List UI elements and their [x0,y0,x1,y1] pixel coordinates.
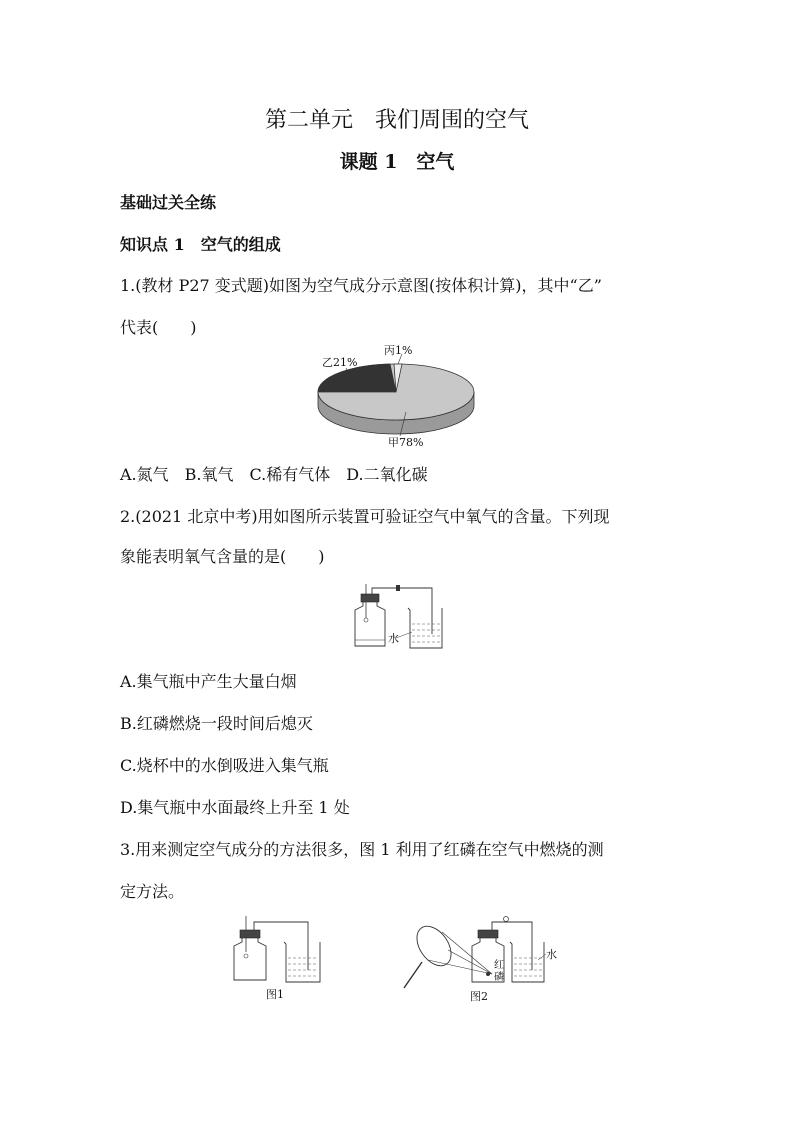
q3-stem-line1: 3.用来测定空气成分的方法很多，图 1 利用了红磷在空气中燃烧的测 [120,840,604,859]
apparatus-figure-q2 [350,580,445,652]
apparatus-figure-1 [230,912,325,1004]
fig2-phos-label: 磷 [494,972,504,983]
q1-stem-line2: 代表( ) [120,318,197,337]
apparatus-figure-2 [398,910,568,1006]
pie-label-jia: 甲78% [388,436,424,449]
section-heading-knowledge-point: 知识点 1 空气的组成 [120,235,281,254]
lesson-title: 课题 1 空气 [339,151,455,173]
unit-title: 第二单元 我们周围的空气 [264,108,529,133]
q1-options: A.氮气 B.氧气 C.稀有气体 D.二氧化碳 [120,465,428,484]
q2-option-a: A.集气瓶中产生大量白烟 [120,672,297,691]
q2-stem-line1: 2.(2021 北京中考)用如图所示装置可验证空气中氧气的含量。下列现 [120,507,610,526]
q3-stem-line2: 定方法。 [120,882,185,901]
q2-option-b: B.红磷燃烧一段时间后熄灭 [120,714,313,733]
fig1-caption: 图1 [266,988,284,1001]
section-heading-practice: 基础过关全练 [120,193,217,212]
q1-stem-line1: 1.(教材 P27 变式题)如图为空气成分示意图(按体积计算)，其中“乙” [120,276,602,295]
air-composition-pie-figure [310,340,480,452]
pie-label-bing: 丙1% [384,344,413,357]
q2-option-d: D.集气瓶中水面最终上升至 1 处 [120,798,350,817]
fig2-caption: 图2 [470,990,488,1003]
q2-stem-line2: 象能表明氧气含量的是( ) [120,547,325,566]
fig2-water-label: 水 [546,948,557,961]
q2-option-c: C.烧杯中的水倒吸进入集气瓶 [120,756,329,775]
fig2-red-label: 红 [494,960,504,971]
q2-water-label: 水 [388,632,399,645]
pie-label-yi: 乙21% [322,356,358,369]
